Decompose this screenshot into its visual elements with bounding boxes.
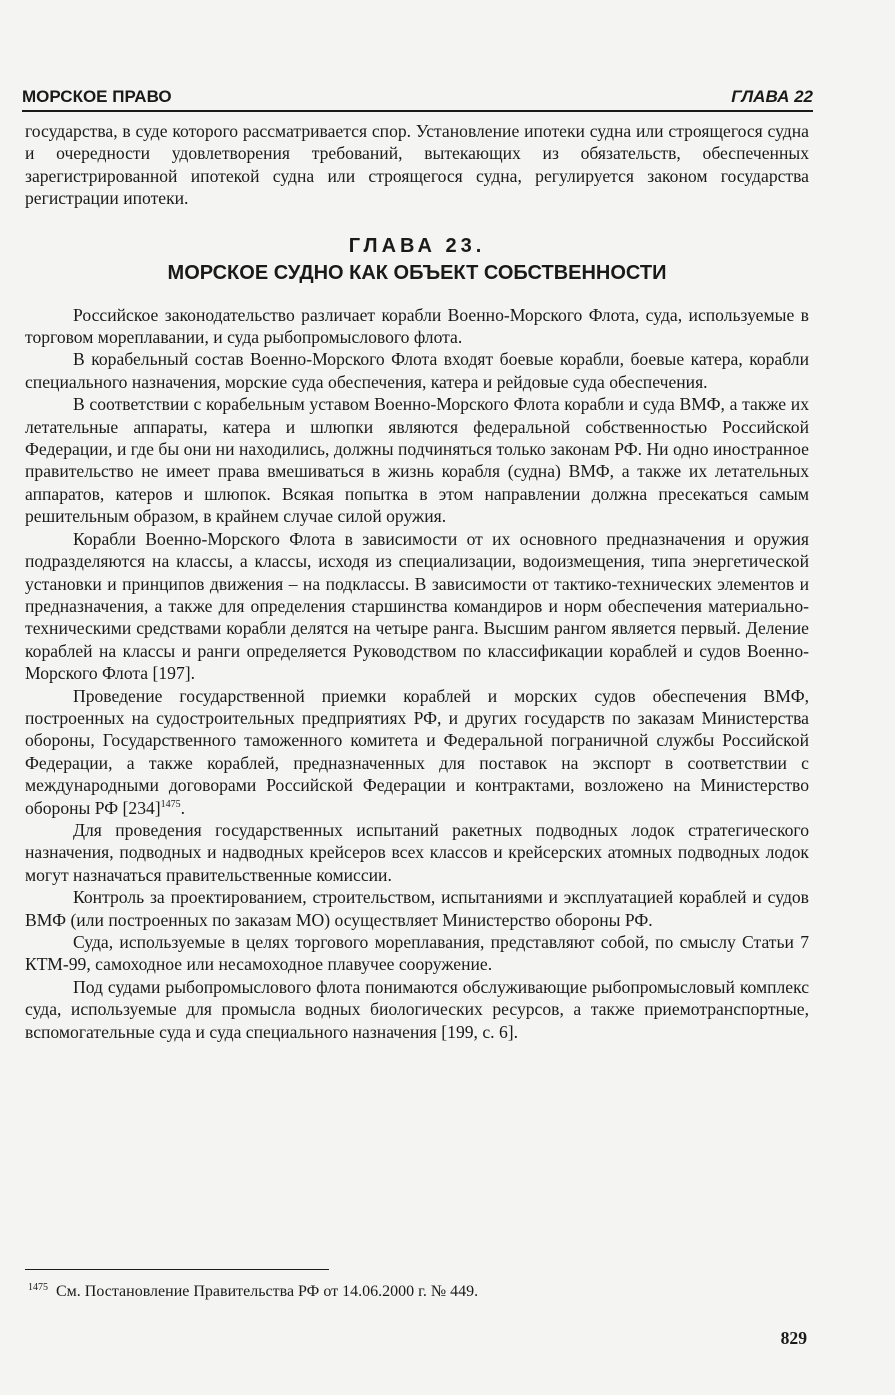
footnote-divider [25,1269,329,1270]
paragraph: Суда, используемые в целях торгового мореплавания, представляют собой, по смыслу Статьи 7 КТМ-99, самоходное или несамоходное плавучее сооружение. [25,932,809,975]
paragraph: Корабли Военно-Морского Флота в зависимости от их основного предназначения и оружия подразделяются на классы, а классы, исходя из специализации, водоизмещения, типа энергетической установки и принципов движения – на подклассы. В зависимости от тактико-технических элементов и предназначения, а также для определения старшинства командиров и норм обеспечения материально-техническими средствами корабли делятся на четыре ранга. Высшим рангом является первый. Деление кораблей на классы и ранги определяется Руководством по классификации кораблей и судов Военно-Морского Флота [197]. [25,528,809,684]
paragraph-tail: . [180,797,186,818]
paragraph: Российское законодательство различает корабли Военно-Морского Флота, суда, используемые в торговом мореплавании, и суда рыбопромыслового флота. [25,304,809,348]
footnote [28,1282,788,1302]
page-text [25,120,809,1043]
footnote-reference[interactable]: 1475 [160,798,181,810]
footnote-text: См. Постановление Правительства РФ от 14.06.2000 г. № 449. [56,1283,479,1300]
paragraph-text: Проведение государственной приемки кораблей и морских судов обеспечения ВМФ, построенных на судостроительных предприятиях РФ, и других государств по заказам Министерства обороны, Государственного таможенного комитета и Федеральной пограничной службы Российской Федерации, а также кораблей, предназначенных для поставок на экспорт в соответствии с международными договорами Российской Федерации и контрактами, возложено на Министерство обороны РФ [234] [25,685,809,818]
paragraph: Под судами рыбопромыслового флота понимаются обслуживающие рыбопромысловый комплекс суда, используемые для промысла водных биологических ресурсов, а также приемотранспортные, вспомогательные суда и суда специального назначения [199, с. 6]. [25,976,809,1042]
header-book-title: МОРСКОЕ ПРАВО [22,87,172,106]
running-header [22,86,813,112]
paragraph-with-footnote [25,685,809,819]
footnote-number: 1475 [28,1281,48,1293]
chapter-number: ГЛАВА 23. [348,234,486,257]
chapter-title: МОРСКОЕ СУДНО КАК ОБЪЕКТ СОБСТВЕННОСТИ [167,261,667,284]
page-number: 829 [780,1328,807,1348]
chapter-heading [25,233,809,287]
paragraph: В корабельный состав Военно-Морского Флота входят боевые корабли, боевые катера, корабли специального назначения, морские суда обеспечения, катера и рейдовые суда обеспечения. [25,349,809,392]
paragraph: Для проведения государственных испытаний ракетных подводных лодок стратегического назначения, подводных и надводных крейсеров всех классов и крейсерских атомных подводных лодок могут назначаться правительственные комиссии. [25,819,809,885]
header-chapter-label: ГЛАВА 22 [731,87,813,106]
intro-paragraph: государства, в суде которого рассматривается спор. Установление ипотеки судна или строящегося судна и очередности удовлетворения требований, вытекающих из обязательств, обеспеченных зарегистрированной ипотекой судна или строящегося судна, регулируется законом государства регистрации ипотеки. [25,121,809,209]
paragraph: Контроль за проектированием, строительством, испытаниями и эксплуатацией кораблей и судов ВМФ (или построенных по заказам МО) осуществляет Министерство обороны РФ. [25,887,809,930]
paragraph: В соответствии с корабельным уставом Военно-Морского Флота корабли и суда ВМФ, а также их летательные аппараты, катера и шлюпки являются федеральной собственностью Российской Федерации, и где бы они ни находились, должны подчиняться только законам РФ. Ни одно иностранное правительство не имеет права вмешиваться в жизнь корабля (судна) ВМФ, а также их летательных аппаратов, катеров и шлюпок. Всякая попытка в этом направлении должна пресекаться самым решительным образом, в крайнем случае силой оружия. [25,394,809,527]
